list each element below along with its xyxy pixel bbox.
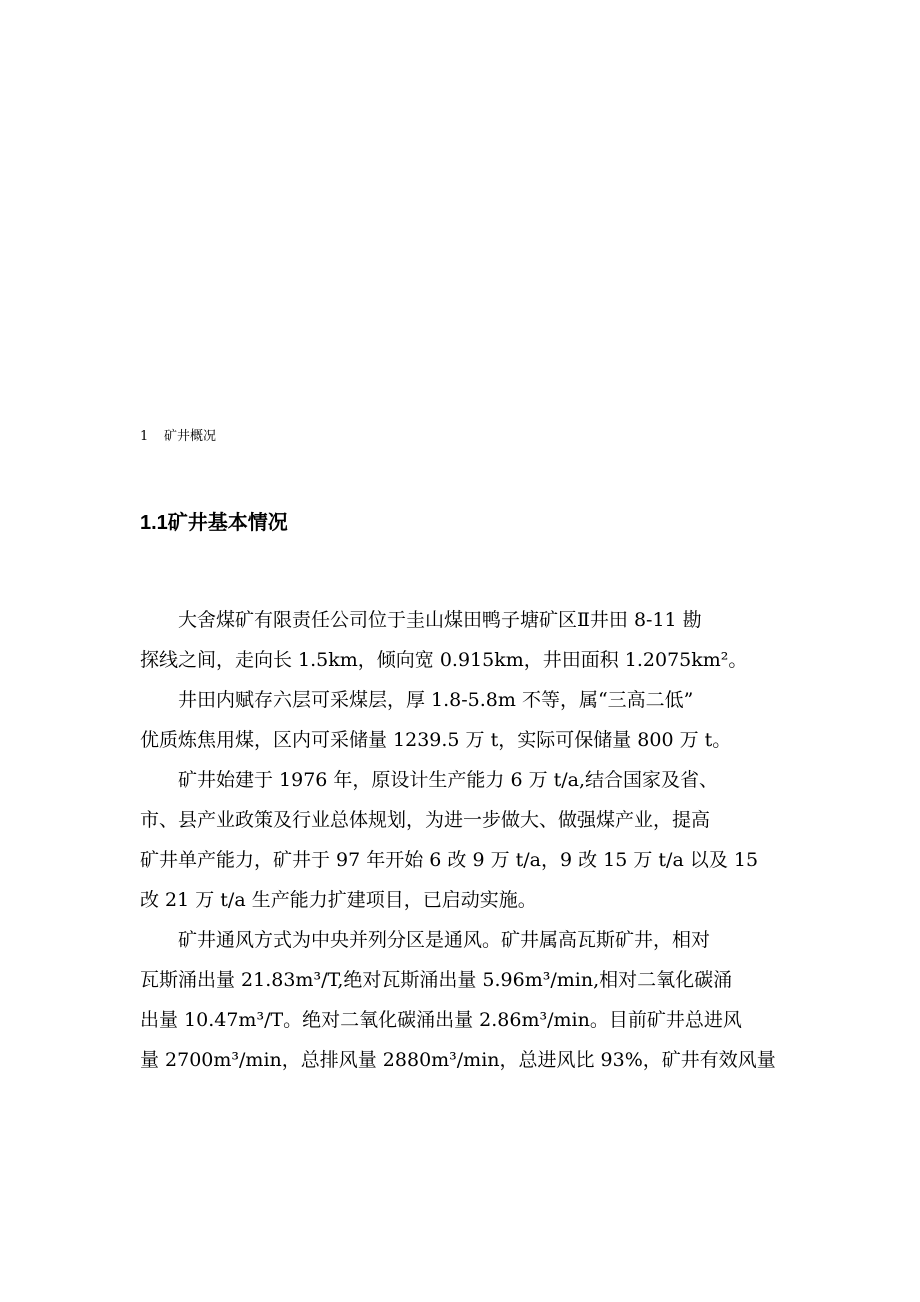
toc-entry bbox=[140, 428, 216, 446]
paragraph-line: 矿井通风方式为中央并列分区是通风。矿井属高瓦斯矿井，相对 bbox=[178, 929, 711, 951]
paragraph-ventilation bbox=[140, 920, 785, 1080]
paragraph-line: 优质炼焦用煤，区内可采储量 1239.5 万 t，实际可保储量 800 万 t。 bbox=[140, 729, 732, 751]
paragraph-coal-seams bbox=[140, 680, 785, 760]
paragraph-line: 改 21 万 t/a 生产能力扩建项目，已启动实施。 bbox=[140, 889, 537, 911]
paragraph-line: 出量 10.47m³/T。绝对二氧化碳涌出量 2.86m³/min。目前矿井总进风 bbox=[140, 1009, 742, 1031]
paragraph-line: 探线之间，走向长 1.5km，倾向宽 0.915km，井田面积 1.2075km²。 bbox=[140, 649, 748, 671]
paragraph-line: 井田内赋存六层可采煤层，厚 1.8-5.8m 不等，属“三高二低” bbox=[178, 689, 694, 711]
paragraph-history bbox=[140, 760, 785, 920]
toc-entry-number: 1 bbox=[140, 429, 149, 444]
body-text bbox=[140, 600, 785, 1080]
paragraph-line: 矿井始建于 1976 年，原设计生产能力 6 万 t/a,结合国家及省、 bbox=[178, 769, 719, 791]
section-heading: 1.1矿井基本情况 bbox=[140, 512, 288, 534]
paragraph-line: 量 2700m³/min，总排风量 2880m³/min，总进风比 93%，矿井有效风量 bbox=[140, 1049, 776, 1071]
paragraph-line: 矿井单产能力，矿井于 97 年开始 6 改 9 万 t/a，9 改 15 万 t/a 以及 15 bbox=[140, 849, 759, 871]
toc-entry-title: 矿井概况 bbox=[164, 429, 217, 444]
paragraph-line: 市、县产业政策及行业总体规划，为进一步做大、做强煤产业，提高 bbox=[140, 809, 711, 831]
paragraph-line: 大舍煤矿有限责任公司位于圭山煤田鸭子塘矿区Ⅱ井田 8-11 勘 bbox=[178, 609, 702, 631]
paragraph-line: 瓦斯涌出量 21.83m³/T,绝对瓦斯涌出量 5.96m³/min,相对二氧化碳涌 bbox=[140, 969, 733, 991]
paragraph-location bbox=[140, 600, 785, 680]
